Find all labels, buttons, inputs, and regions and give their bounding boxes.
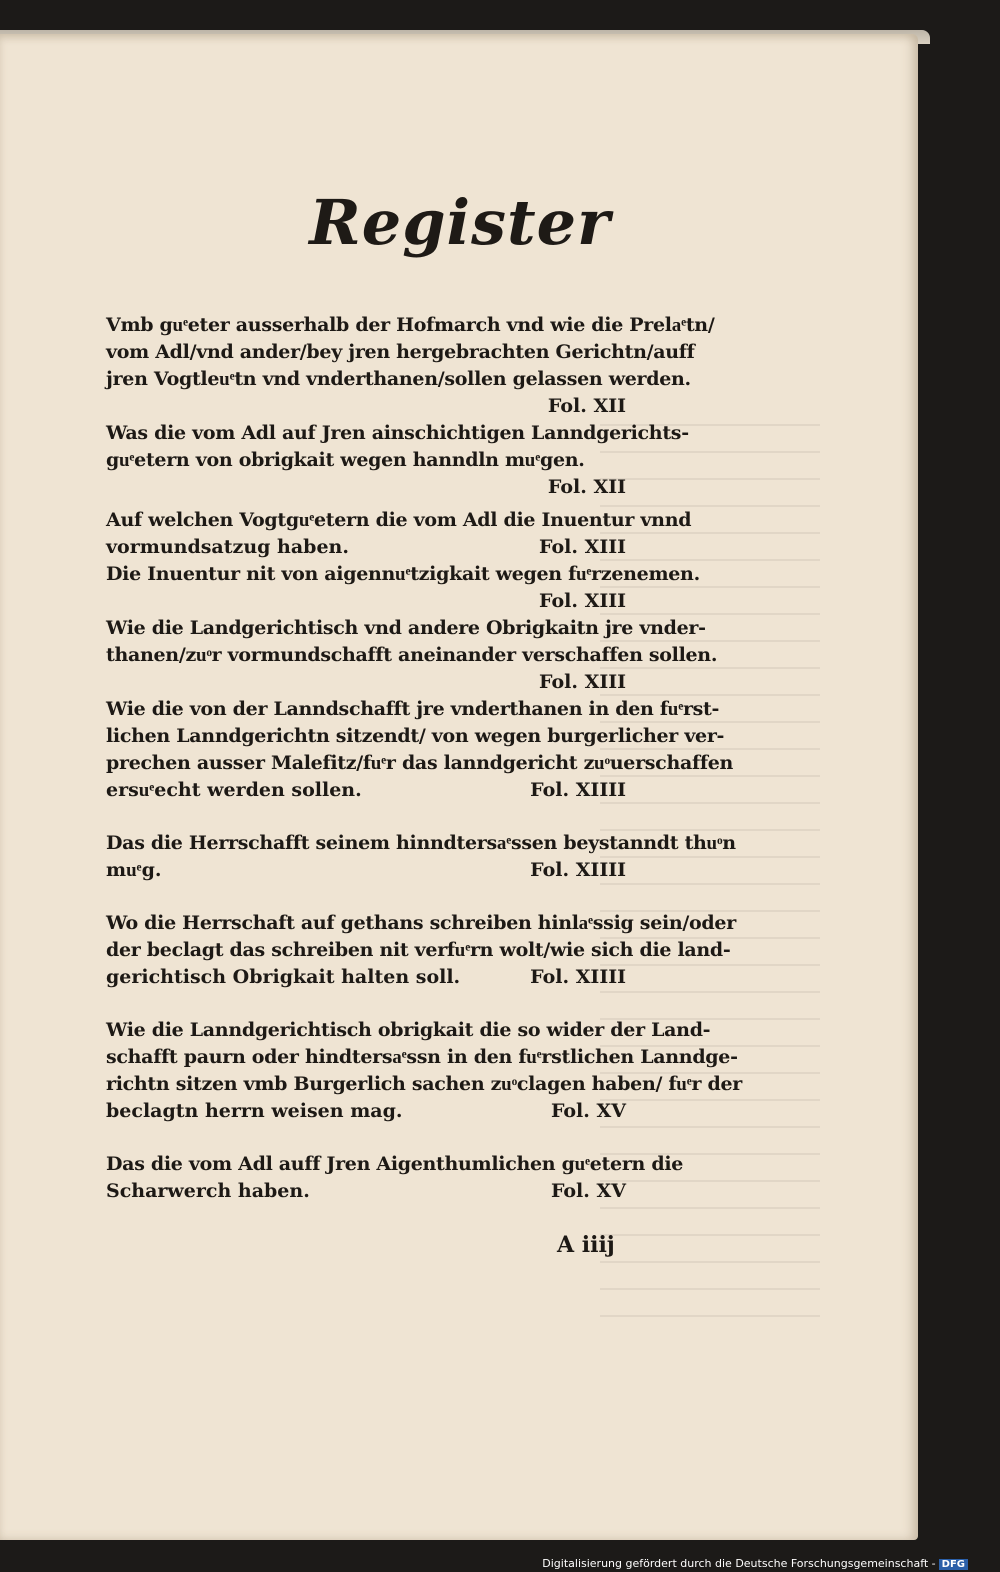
folio-reference: Fol. XV	[550, 1100, 626, 1122]
entry-line: schafft paurn oder hindtersaͤssn in den fuͤrstlichen Lanndge-	[106, 1046, 738, 1068]
folio-reference: Fol. XIIII	[530, 859, 626, 881]
register-entry	[106, 420, 689, 501]
entry-line: muͤg.	[106, 859, 162, 881]
folio-reference: Fol. XIII	[539, 671, 626, 693]
folio-reference: Fol. XIIII	[530, 966, 626, 988]
entry-line: beclagtn herrn weisen mag.	[106, 1100, 403, 1122]
entry-line: vom Adl/vnd ander/bey jren hergebrachten Gerichtn/auff	[106, 341, 695, 363]
entry-line: Die Inuentur nit von aigennuͤtzigkait wegen fuͤrzenemen.	[106, 563, 700, 585]
entry-line: thanen/zuͦr vormundschafft aneinander verschaffen sollen.	[106, 644, 718, 666]
entry-line: jren Vogtleuͤtn vnd vnderthanen/sollen gelassen werden.	[106, 368, 691, 390]
register-entry	[106, 615, 718, 696]
entry-line: Wo die Herrschaft auf gethans schreiben hinlaͤssig sein/oder	[106, 912, 736, 934]
register-entry	[106, 696, 734, 804]
entry-line: richtn sitzen vmb Burgerlich sachen zuͦclagen haben/ fuͤr der	[106, 1073, 743, 1095]
register-entry	[106, 561, 700, 615]
entry-line: Wie die von der Lanndschafft jre vnderthanen in den fuͤrst-	[106, 698, 720, 720]
register-entry	[106, 830, 736, 884]
entry-line: ersuͤecht werden sollen.	[106, 779, 362, 801]
entry-line: Das die vom Adl auff Jren Aigenthumlichen guͤetern die	[106, 1153, 684, 1175]
folio-reference: Fol. XII	[547, 395, 626, 417]
entry-line: guͤetern von obrigkait wegen hanndln muͤgen.	[106, 449, 585, 471]
folio-reference: Fol. XII	[547, 476, 626, 498]
footer-text: Digitalisierung gefördert durch die Deutsche Forschungsgemeinschaft -	[542, 1557, 936, 1570]
entry-line: Scharwerch haben.	[106, 1180, 310, 1202]
entry-line: Wie die Lanndgerichtisch obrigkait die so wider der Land-	[106, 1019, 711, 1041]
folio-reference: Fol. XV	[550, 1180, 626, 1202]
register-entries	[106, 312, 743, 1205]
dfg-logo: DFG	[939, 1559, 968, 1570]
entry-line: Auf welchen Vogtguͤetern die vom Adl die Inuentur vnnd	[106, 509, 692, 531]
folio-reference: Fol. XIII	[539, 536, 626, 558]
register-entry	[106, 910, 736, 991]
register-entry	[106, 507, 692, 561]
register-entry	[106, 1017, 743, 1125]
register-entry	[106, 312, 715, 420]
entry-line: Was die vom Adl auf Jren ainschichtigen Lanndgerichts-	[106, 422, 689, 444]
entry-line: lichen Lanndgerichtn sitzendt/ von wegen burgerlicher ver-	[106, 725, 725, 747]
folio-reference: Fol. XIIII	[530, 779, 626, 801]
entry-line: der beclagt das schreiben nit verfuͤrn wolt/wie sich die land-	[106, 939, 731, 961]
entry-line: gerichtisch Obrigkait halten soll.	[106, 966, 461, 988]
signature-mark: A iiij	[557, 1232, 615, 1258]
folio-reference: Fol. XIII	[539, 590, 626, 612]
entry-line: vormundsatzug haben.	[106, 536, 349, 558]
page-title: Register	[309, 186, 611, 259]
entry-line: Vmb guͤeter ausserhalb der Hofmarch vnd wie die Prelaͤtn/	[106, 314, 715, 336]
entry-line: prechen ausser Malefitz/fuͤr das lanndgericht zuͦuerschaffen	[106, 752, 734, 774]
entry-line: Wie die Landgerichtisch vnd andere Obrigkaitn jre vnder-	[106, 617, 706, 639]
entry-line: Das die Herrschafft seinem hinndtersaͤssen beystanndt thuͦn	[106, 832, 736, 854]
footer-credit	[542, 1557, 968, 1570]
register-entry	[106, 1151, 684, 1205]
